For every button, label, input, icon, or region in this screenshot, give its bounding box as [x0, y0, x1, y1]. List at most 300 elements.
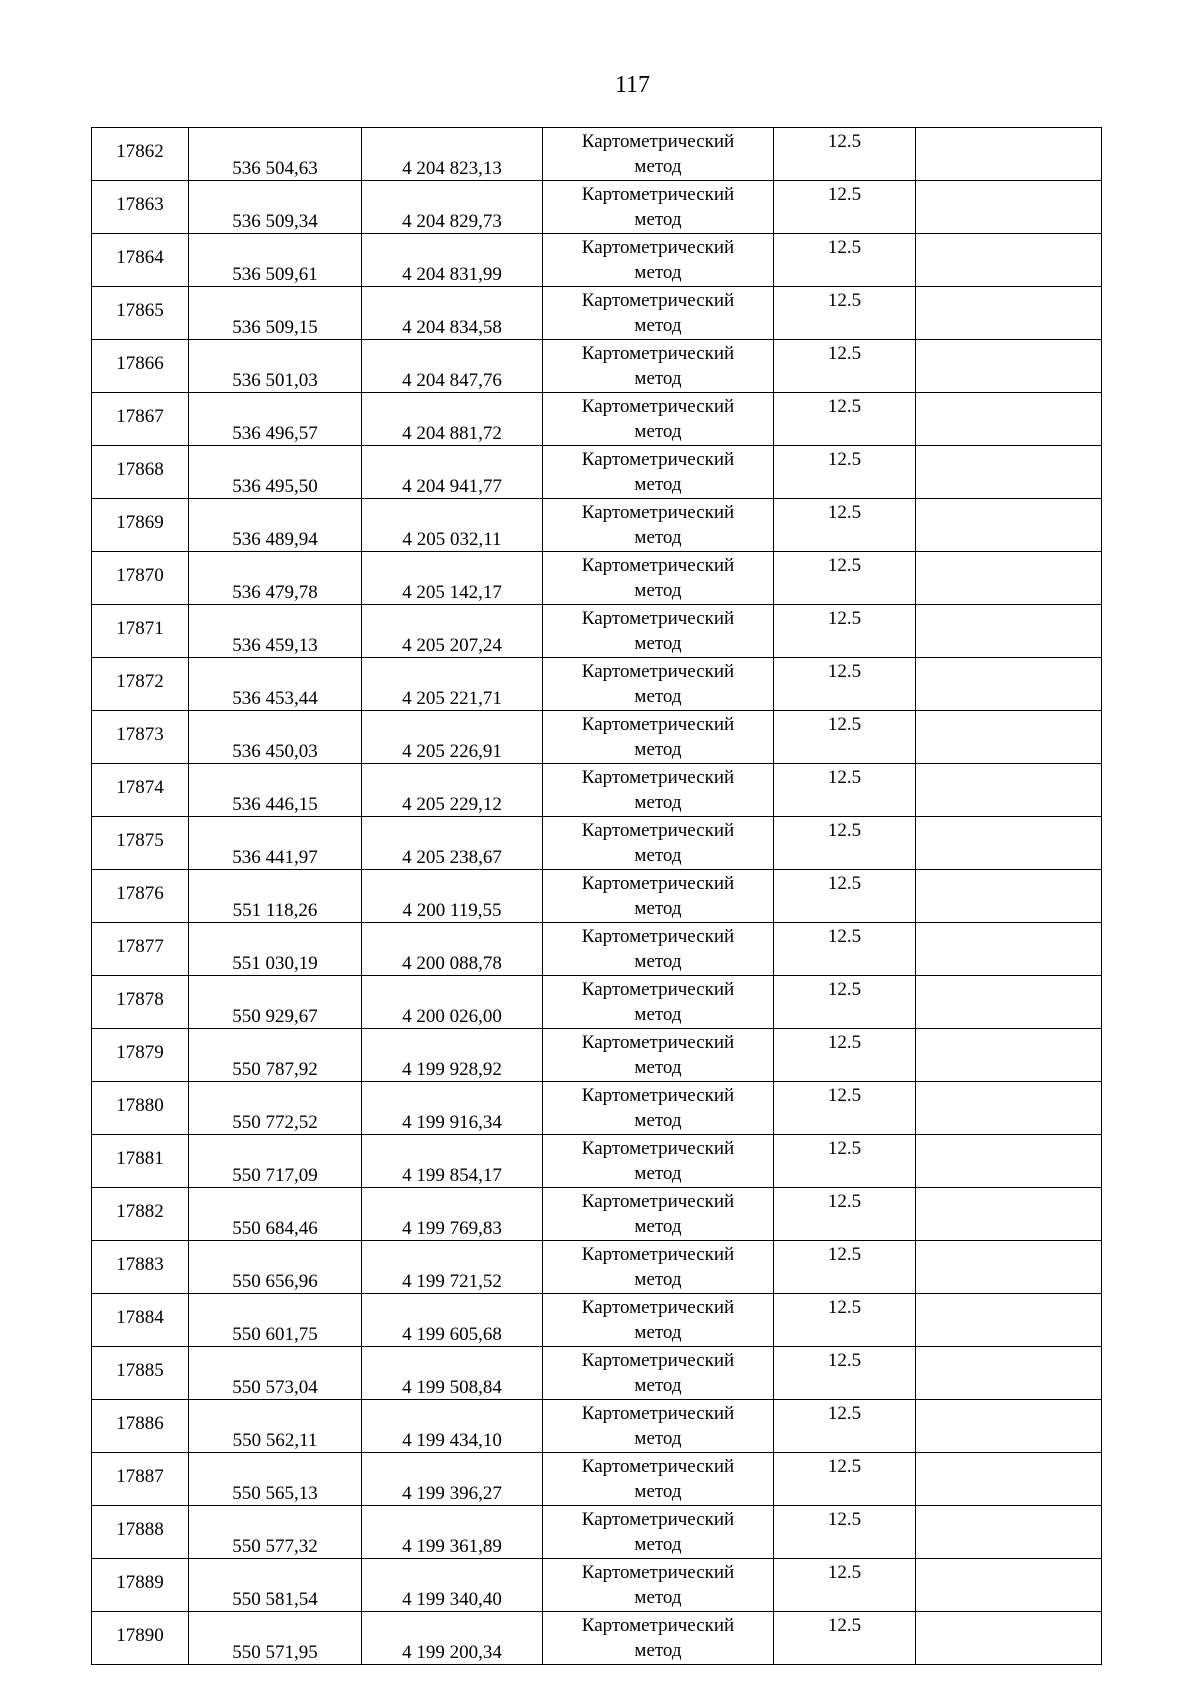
point-number-text: 17877 [116, 936, 164, 957]
coordinate-x-cell [189, 1453, 362, 1506]
accuracy-text: 12.5 [827, 714, 862, 735]
table-row [92, 711, 1102, 764]
accuracy-text: 12.5 [827, 608, 862, 629]
method-text: Картометрический метод [581, 131, 735, 177]
accuracy-cell [774, 1241, 916, 1294]
accuracy-cell [774, 1135, 916, 1188]
point-number-text: 17883 [116, 1254, 164, 1275]
coordinate-y-cell [362, 1453, 543, 1506]
coordinate-x-text: 536 489,94 [232, 529, 318, 550]
coordinate-x-text: 536 459,13 [232, 635, 318, 656]
point-number-cell [92, 711, 189, 764]
accuracy-text: 12.5 [827, 1297, 862, 1318]
method-cell [543, 1453, 774, 1506]
accuracy-cell [774, 181, 916, 234]
method-text: Картометрический метод [581, 184, 735, 230]
accuracy-cell [774, 234, 916, 287]
coordinate-y-cell [362, 870, 543, 923]
accuracy-cell [774, 923, 916, 976]
coordinate-y-text: 4 205 207,24 [402, 635, 502, 656]
coordinate-x-cell [189, 1029, 362, 1082]
coordinate-x-cell [189, 1506, 362, 1559]
coordinate-x-text: 550 601,75 [232, 1324, 318, 1345]
accuracy-cell [774, 1506, 916, 1559]
point-number-cell [92, 764, 189, 817]
coordinate-y-text: 4 204 834,58 [402, 317, 502, 338]
coordinate-y-text: 4 199 340,40 [402, 1589, 502, 1610]
table-row [92, 1506, 1102, 1559]
coordinate-x-text: 550 577,32 [232, 1536, 318, 1557]
coordinates-table-body [92, 128, 1102, 1665]
accuracy-text: 12.5 [827, 1138, 862, 1159]
method-text: Картометрический метод [581, 767, 735, 813]
point-number-cell [92, 1559, 189, 1612]
table-row [92, 128, 1102, 181]
coordinate-y-cell [362, 1559, 543, 1612]
coordinate-x-text: 536 495,50 [232, 476, 318, 497]
point-number-text: 17874 [116, 777, 164, 798]
accuracy-cell [774, 1612, 916, 1665]
coordinate-y-text: 4 205 142,17 [402, 582, 502, 603]
point-number-cell [92, 552, 189, 605]
coordinate-x-cell [189, 1082, 362, 1135]
coordinate-y-cell [362, 181, 543, 234]
coordinate-x-cell [189, 499, 362, 552]
accuracy-text: 12.5 [827, 1615, 862, 1636]
accuracy-text: 12.5 [827, 1085, 862, 1106]
method-text: Картометрический метод [581, 820, 735, 866]
accuracy-text: 12.5 [827, 1403, 862, 1424]
coordinate-y-text: 4 199 769,83 [402, 1218, 502, 1239]
coordinate-y-text: 4 205 226,91 [402, 741, 502, 762]
accuracy-cell [774, 764, 916, 817]
table-row [92, 340, 1102, 393]
coordinate-x-cell [189, 1135, 362, 1188]
point-number-text: 17869 [116, 512, 164, 533]
coordinate-y-cell [362, 446, 543, 499]
note-cell [916, 1347, 1102, 1400]
coordinate-y-text: 4 200 119,55 [402, 900, 502, 921]
point-number-cell [92, 605, 189, 658]
note-cell [916, 234, 1102, 287]
accuracy-cell [774, 552, 916, 605]
note-cell [916, 605, 1102, 658]
method-text: Картометрический метод [581, 979, 735, 1025]
point-number-cell [92, 1082, 189, 1135]
method-cell [543, 870, 774, 923]
accuracy-text: 12.5 [827, 1032, 862, 1053]
note-cell [916, 817, 1102, 870]
coordinate-x-text: 550 565,13 [232, 1483, 318, 1504]
coordinate-y-cell [362, 552, 543, 605]
note-cell [916, 1082, 1102, 1135]
coordinate-y-cell [362, 605, 543, 658]
coordinate-y-cell [362, 658, 543, 711]
method-text: Картометрический метод [581, 661, 735, 707]
accuracy-text: 12.5 [827, 237, 862, 258]
method-cell [543, 1506, 774, 1559]
method-cell [543, 446, 774, 499]
note-cell [916, 1294, 1102, 1347]
coordinate-x-cell [189, 870, 362, 923]
point-number-text: 17889 [116, 1572, 164, 1593]
method-cell [543, 1135, 774, 1188]
point-number-cell [92, 1453, 189, 1506]
point-number-text: 17887 [116, 1466, 164, 1487]
note-cell [916, 287, 1102, 340]
accuracy-text: 12.5 [827, 555, 862, 576]
method-cell [543, 1400, 774, 1453]
coordinate-y-text: 4 205 221,71 [402, 688, 502, 709]
note-cell [916, 1241, 1102, 1294]
method-text: Картометрический метод [581, 1403, 735, 1449]
note-cell [916, 128, 1102, 181]
point-number-text: 17882 [116, 1201, 164, 1222]
coordinate-y-cell [362, 393, 543, 446]
point-number-cell [92, 1506, 189, 1559]
coordinate-x-cell [189, 1400, 362, 1453]
coordinate-x-cell [189, 181, 362, 234]
method-cell [543, 923, 774, 976]
coordinate-x-text: 551 030,19 [232, 953, 318, 974]
point-number-text: 17890 [116, 1625, 164, 1646]
accuracy-cell [774, 499, 916, 552]
coordinate-x-text: 536 453,44 [232, 688, 318, 709]
coordinate-y-text: 4 200 088,78 [402, 953, 502, 974]
accuracy-cell [774, 393, 916, 446]
table-row [92, 1453, 1102, 1506]
method-cell [543, 393, 774, 446]
accuracy-text: 12.5 [827, 343, 862, 364]
point-number-cell [92, 1294, 189, 1347]
coordinate-y-text: 4 204 847,76 [402, 370, 502, 391]
accuracy-text: 12.5 [827, 449, 862, 470]
accuracy-text: 12.5 [827, 661, 862, 682]
coordinate-y-cell [362, 128, 543, 181]
coordinate-y-text: 4 199 916,34 [402, 1112, 502, 1133]
note-cell [916, 976, 1102, 1029]
point-number-text: 17872 [116, 671, 164, 692]
coordinate-y-cell [362, 1347, 543, 1400]
accuracy-cell [774, 711, 916, 764]
coordinate-x-cell [189, 1612, 362, 1665]
note-cell [916, 1029, 1102, 1082]
accuracy-cell [774, 1400, 916, 1453]
point-number-text: 17864 [116, 247, 164, 268]
point-number-cell [92, 1135, 189, 1188]
coordinate-x-text: 550 929,67 [232, 1006, 318, 1027]
coordinates-table [91, 127, 1102, 1665]
coordinate-y-text: 4 200 026,00 [402, 1006, 502, 1027]
coordinate-x-cell [189, 1241, 362, 1294]
table-row [92, 817, 1102, 870]
coordinate-x-text: 550 573,04 [232, 1377, 318, 1398]
accuracy-text: 12.5 [827, 820, 862, 841]
coordinate-y-text: 4 199 396,27 [402, 1483, 502, 1504]
table-row [92, 1135, 1102, 1188]
point-number-text: 17888 [116, 1519, 164, 1540]
accuracy-cell [774, 1347, 916, 1400]
point-number-text: 17880 [116, 1095, 164, 1116]
accuracy-text: 12.5 [827, 502, 862, 523]
note-cell [916, 1506, 1102, 1559]
point-number-cell [92, 499, 189, 552]
coordinate-x-text: 550 581,54 [232, 1589, 318, 1610]
coordinate-y-text: 4 199 434,10 [402, 1430, 502, 1451]
method-text: Картометрический метод [581, 1297, 735, 1343]
method-cell [543, 128, 774, 181]
accuracy-text: 12.5 [827, 131, 862, 152]
point-number-cell [92, 1612, 189, 1665]
table-row [92, 1029, 1102, 1082]
table-row [92, 287, 1102, 340]
point-number-text: 17873 [116, 724, 164, 745]
method-text: Картометрический метод [581, 1456, 735, 1502]
coordinate-x-cell [189, 1559, 362, 1612]
page-number: 117 [614, 72, 651, 98]
note-cell [916, 181, 1102, 234]
note-cell [916, 499, 1102, 552]
accuracy-text: 12.5 [827, 926, 862, 947]
method-text: Картометрический метод [581, 502, 735, 548]
table-row [92, 1188, 1102, 1241]
coordinate-x-text: 536 450,03 [232, 741, 318, 762]
coordinate-y-cell [362, 340, 543, 393]
method-cell [543, 976, 774, 1029]
accuracy-cell [774, 658, 916, 711]
accuracy-cell [774, 817, 916, 870]
method-text: Картометрический метод [581, 1138, 735, 1184]
coordinate-x-cell [189, 1347, 362, 1400]
method-cell [543, 499, 774, 552]
accuracy-text: 12.5 [827, 184, 862, 205]
note-cell [916, 340, 1102, 393]
method-cell [543, 658, 774, 711]
point-number-text: 17884 [116, 1307, 164, 1328]
point-number-cell [92, 393, 189, 446]
coordinate-y-cell [362, 711, 543, 764]
table-row [92, 446, 1102, 499]
coordinate-y-cell [362, 1294, 543, 1347]
accuracy-cell [774, 1559, 916, 1612]
note-cell [916, 923, 1102, 976]
method-text: Картометрический метод [581, 1562, 735, 1608]
point-number-cell [92, 1241, 189, 1294]
coordinate-y-text: 4 205 032,11 [402, 529, 502, 550]
point-number-text: 17881 [116, 1148, 164, 1169]
coordinate-x-text: 550 772,52 [232, 1112, 318, 1133]
table-row [92, 605, 1102, 658]
accuracy-cell [774, 1453, 916, 1506]
coordinate-x-cell [189, 393, 362, 446]
coordinate-y-text: 4 199 721,52 [402, 1271, 502, 1292]
coordinate-x-cell [189, 1294, 362, 1347]
point-number-cell [92, 923, 189, 976]
method-cell [543, 287, 774, 340]
point-number-text: 17868 [116, 459, 164, 480]
point-number-text: 17862 [116, 141, 164, 162]
method-cell [543, 605, 774, 658]
accuracy-cell [774, 446, 916, 499]
method-cell [543, 817, 774, 870]
accuracy-text: 12.5 [827, 1456, 862, 1477]
coordinate-x-cell [189, 976, 362, 1029]
coordinate-y-cell [362, 764, 543, 817]
coordinate-y-text: 4 199 508,84 [402, 1377, 502, 1398]
table-row [92, 181, 1102, 234]
table-row [92, 234, 1102, 287]
table-row [92, 764, 1102, 817]
accuracy-cell [774, 1294, 916, 1347]
coordinate-x-text: 536 441,97 [232, 847, 318, 868]
coordinate-y-text: 4 199 200,34 [402, 1642, 502, 1663]
point-number-text: 17871 [116, 618, 164, 639]
coordinate-y-text: 4 205 229,12 [402, 794, 502, 815]
table-row [92, 499, 1102, 552]
accuracy-text: 12.5 [827, 873, 862, 894]
note-cell [916, 1135, 1102, 1188]
note-cell [916, 870, 1102, 923]
method-text: Картометрический метод [581, 608, 735, 654]
coordinate-x-text: 536 479,78 [232, 582, 318, 603]
coordinate-x-cell [189, 817, 362, 870]
point-number-cell [92, 446, 189, 499]
table-row [92, 658, 1102, 711]
note-cell [916, 1188, 1102, 1241]
accuracy-cell [774, 870, 916, 923]
coordinate-y-text: 4 204 829,73 [402, 211, 502, 232]
method-cell [543, 1347, 774, 1400]
point-number-cell [92, 1029, 189, 1082]
coordinate-x-cell [189, 234, 362, 287]
coordinate-y-cell [362, 1029, 543, 1082]
method-text: Картометрический метод [581, 1085, 735, 1131]
point-number-cell [92, 234, 189, 287]
accuracy-cell [774, 340, 916, 393]
method-text: Картометрический метод [581, 290, 735, 336]
point-number-cell [92, 1400, 189, 1453]
method-text: Картометрический метод [581, 873, 735, 919]
table-row [92, 1400, 1102, 1453]
method-text: Картометрический метод [581, 1191, 735, 1237]
coordinate-x-text: 536 496,57 [232, 423, 318, 444]
method-cell [543, 1188, 774, 1241]
table-row [92, 1241, 1102, 1294]
point-number-text: 17886 [116, 1413, 164, 1434]
method-cell [543, 234, 774, 287]
method-text: Картометрический метод [581, 1615, 735, 1661]
note-cell [916, 711, 1102, 764]
point-number-cell [92, 287, 189, 340]
point-number-cell [92, 870, 189, 923]
coordinate-x-cell [189, 446, 362, 499]
method-text: Картометрический метод [581, 1509, 735, 1555]
point-number-text: 17863 [116, 194, 164, 215]
method-cell [543, 1294, 774, 1347]
coordinate-x-text: 536 509,34 [232, 211, 318, 232]
table-row [92, 1612, 1102, 1665]
accuracy-cell [774, 1029, 916, 1082]
note-cell [916, 1559, 1102, 1612]
coordinate-y-text: 4 204 941,77 [402, 476, 502, 497]
coordinate-y-cell [362, 1082, 543, 1135]
accuracy-text: 12.5 [827, 767, 862, 788]
method-text: Картометрический метод [581, 396, 735, 442]
point-number-text: 17870 [116, 565, 164, 586]
method-cell [543, 1612, 774, 1665]
point-number-text: 17878 [116, 989, 164, 1010]
point-number-text: 17885 [116, 1360, 164, 1381]
method-cell [543, 1559, 774, 1612]
coordinate-y-text: 4 199 928,92 [402, 1059, 502, 1080]
coordinate-x-text: 536 501,03 [232, 370, 318, 391]
coordinate-x-text: 550 717,09 [232, 1165, 318, 1186]
coordinate-y-cell [362, 923, 543, 976]
coordinate-y-cell [362, 1612, 543, 1665]
accuracy-cell [774, 1082, 916, 1135]
method-text: Картометрический метод [581, 714, 735, 760]
coordinate-x-text: 550 571,95 [232, 1642, 318, 1663]
table-row [92, 1347, 1102, 1400]
coordinate-y-cell [362, 1506, 543, 1559]
point-number-cell [92, 658, 189, 711]
point-number-cell [92, 340, 189, 393]
note-cell [916, 764, 1102, 817]
method-cell [543, 552, 774, 605]
coordinate-y-text: 4 204 823,13 [402, 158, 502, 179]
coordinate-y-text: 4 199 605,68 [402, 1324, 502, 1345]
accuracy-cell [774, 287, 916, 340]
coordinate-x-cell [189, 340, 362, 393]
point-number-text: 17875 [116, 830, 164, 851]
method-cell [543, 181, 774, 234]
accuracy-text: 12.5 [827, 1244, 862, 1265]
coordinate-x-cell [189, 658, 362, 711]
coordinate-y-cell [362, 234, 543, 287]
coordinate-x-text: 550 656,96 [232, 1271, 318, 1292]
note-cell [916, 1612, 1102, 1665]
coordinate-x-cell [189, 605, 362, 658]
coordinate-x-cell [189, 923, 362, 976]
method-cell [543, 1241, 774, 1294]
method-text: Картометрический метод [581, 926, 735, 972]
table-row [92, 1082, 1102, 1135]
point-number-cell [92, 128, 189, 181]
table-row [92, 870, 1102, 923]
coordinate-y-cell [362, 976, 543, 1029]
coordinate-y-text: 4 204 831,99 [402, 264, 502, 285]
point-number-text: 17879 [116, 1042, 164, 1063]
table-row [92, 976, 1102, 1029]
method-cell [543, 711, 774, 764]
coordinate-y-text: 4 199 361,89 [402, 1536, 502, 1557]
coordinate-y-text: 4 205 238,67 [402, 847, 502, 868]
coordinate-y-text: 4 199 854,17 [402, 1165, 502, 1186]
note-cell [916, 1453, 1102, 1506]
accuracy-text: 12.5 [827, 1509, 862, 1530]
coordinate-x-cell [189, 552, 362, 605]
point-number-text: 17867 [116, 406, 164, 427]
coordinate-x-text: 551 118,26 [232, 900, 318, 921]
coordinate-y-cell [362, 499, 543, 552]
table-row [92, 923, 1102, 976]
method-text: Картометрический метод [581, 1032, 735, 1078]
note-cell [916, 552, 1102, 605]
coordinate-y-cell [362, 1241, 543, 1294]
method-text: Картометрический метод [581, 1350, 735, 1396]
accuracy-text: 12.5 [827, 979, 862, 1000]
note-cell [916, 446, 1102, 499]
